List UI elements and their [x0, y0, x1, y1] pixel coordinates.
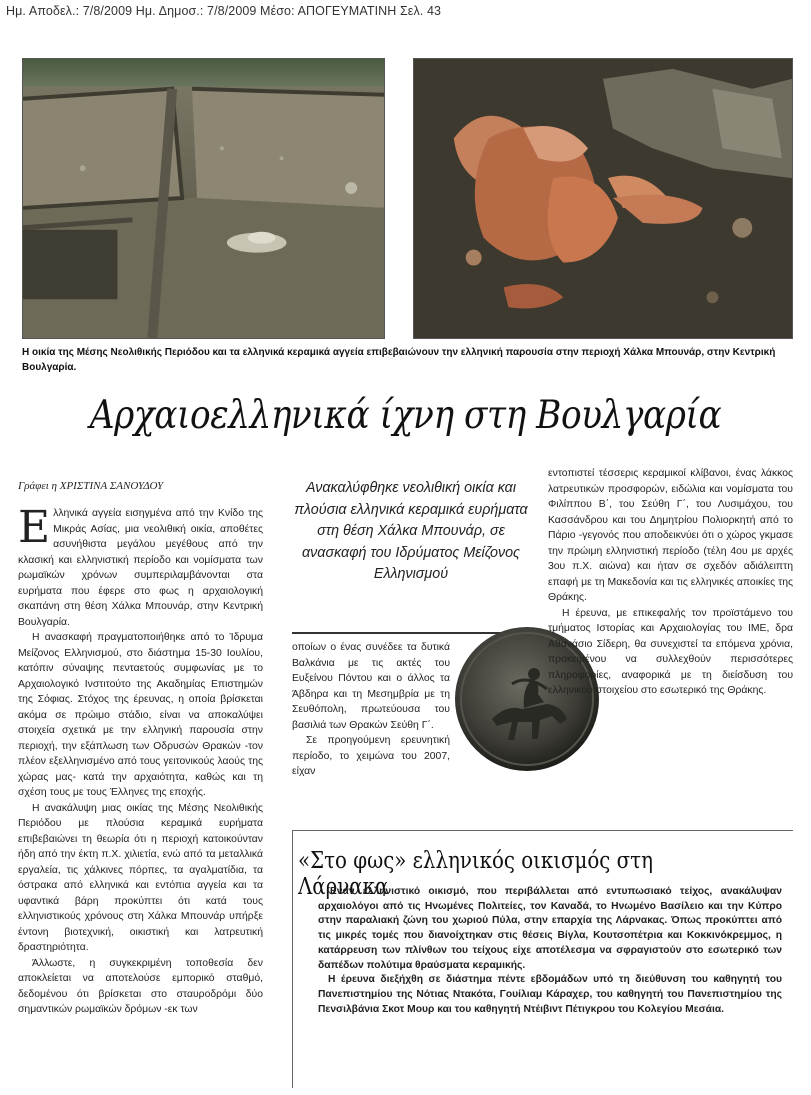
excavation-photo-image	[23, 59, 384, 338]
sidebar-headline: «Στο φως» ελληνικός οικισμός στη Λάρνακα	[298, 848, 653, 900]
middle-column	[292, 640, 450, 780]
paragraph: Σε προηγούμενη ερευνητική περίοδο, το χειμώνα του 2007, είχαν	[292, 735, 450, 777]
pottery-photo	[413, 58, 793, 339]
sidebar-box-top-border	[292, 830, 793, 831]
paragraph: Η έρευνα, με επικεφαλής τον προϊστάμενο του τμήματος Ιστορίας και Αρχαιολογίας του ΙΜΕ, δρα Αθανάσιο Σίδερη, θα συνεχιστεί τα επόμενα χρόνια, προκειμένου να συλλεχθούν περισσότερες πληροφορίες, αναφορικά με τη διείσδυση του ελληνικού στοιχείου στο εσωτερικό της Θράκης.	[548, 607, 793, 696]
clipping-meta-header: Ημ. Αποδελ.: 7/8/2009 Ημ. Δημοσ.: 7/8/2009 Μέσο: ΑΠΟΓΕΥΜΑΤΙΝΗ Σελ. 43	[6, 4, 442, 18]
sidebar-body	[318, 885, 782, 1017]
paragraph: Η έρευνα διεξήχθη σε διάστημα πέντε εβδομάδων υπό τη διεύθυνση του καθηγητή του Πανεπιστημίου της Νότιας Ντακότα, Γουίλιαμ Κάραχερ, του καθηγητή του Πανεπιστημίου της Πενσιλβάνια Σκοτ Μουρ και του καθηγητή Ντέιβιντ Πέτιγκρου του Κολεγίου Μεσάια.	[318, 974, 782, 1015]
drop-cap: Ε	[18, 502, 51, 553]
pottery-photo-image	[414, 59, 792, 338]
left-column	[18, 502, 263, 1018]
paragraph: εντοπιστεί τέσσερις κεραμικοί κλίβανοι, ένας λάκκος λατρευτικών προσφορών, ειδώλια και νομίσματα του Φιλίππου Β΄, του Σεύθη Γ΄, του Λυσιμάχου, του Κασσάνδρου και του Δημητρίου Πολιορκητή από το Πάριο -γεγονός που αποδεικνύει ότι ο χώρος γκμασε την πρώιμη ελληνιστική περίοδο (τέλη 4ου με αρχές 3ου π.Χ. αιώνα) και ήταν σε σχεδόν αδιάλειπτη επαφή με τη Μακεδονία και τις ελληνικές αποικίες της Θράκης.	[548, 468, 793, 603]
article-headline: Αρχαιοελληνικά ίχνη στη Βουλγαρία	[89, 393, 722, 438]
photo-caption: Η οικία της Μέσης Νεολιθικής Περιόδου και τα ελληνικά κεραμικά αγγεία επιβεβαιώνουν την ελληνική παρουσία στην περιοχή Χάλκα Μπουνάρ, στην Κεντρική Βουλγαρία.	[22, 347, 776, 373]
pull-quote: Ανακαλύφθηκε νεολιθική οικία και πλούσια ελληνικά κεραμικά ευρήματα στη θέση Χάλκα Μπουνάρ, σε ανασκαφή του Ιδρύματος Μείζονος Ελληνισμού	[294, 480, 528, 582]
excavation-photo	[22, 58, 385, 339]
right-column	[548, 466, 793, 699]
paragraph: Έναν ελληνιστικό οικισμό, που περιβάλλεται από εντυπωσιακό τείχος, ανακάλυψαν αρχαιολόγοι από τις Ηνωμένες Πολιτείες, τον Καναδά, το Ηνωμένο Βασίλειο και την Κύπρο στην παραλιακή ζώνη του χωριού Πύλα, στην επαρχία της Λάρνακας. Όπως προκύπτει από τις μικρές τομές που διανοίχτηκαν στις θέσεις Βίγλα, Κουτσοπέτρια και Κοκκινόκρεμμος, η κατάρρευση των πλίνθων του τείχους είχε αποτέλεσμα να σφραγιστούν στο εσωτερικό των δαπέδων πολύτιμα θραύσματα κεραμικής.	[318, 886, 782, 971]
byline: Γράφει η ΧΡΙΣΤΙΝΑ ΣΑΝΟΥΔΟΥ	[18, 480, 164, 492]
lead-paragraph-text: λληνικά αγγεία εισηγμένα από την Κνίδο της Μικράς Ασίας, μια νεολιθική οικία, αποθέτες ασυνήθιστα μεγάλου μεγέθους από την κλασική και ελληνιστική περίοδο και νομίσματα των ρωμαϊκών χρόνων συμπεριλαμβάνονται στα ευρήματα που έφερε στο φως η αρχαιολογική σκαπάνη στη θέση Χάλκα Μπουνάρ, στην Κεντρική Βουλγαρία.	[18, 508, 263, 628]
lead-paragraph	[18, 502, 263, 630]
paragraph: οποίων ο ένας συνέδεε τα δυτικά Βαλκάνια με τις ακτές του Ευξείνου Πόντου και ο άλλος τα Άβδηρα και τη Μεσημβρία με τη Σευθόπολη, πρωτεύουσα του βασιλιά των Θρακών Σεύθη Γ΄.	[292, 642, 450, 731]
paragraph: Άλλωστε, η συγκεκριμένη τοποθεσία δεν αποκλείεται να αποτελούσε εμπορικό σταθμό, δεδομένου ότι βρίσκεται στο σταυροδρόμι δύο σημαντικών ρωμαϊκών δρόμων -εκ των	[18, 957, 263, 1015]
paragraph: Η ανακάλυψη μιας οικίας της Μέσης Νεολιθικής Περιόδου με πλούσια κεραμικά ευρήματα επιβεβαιώνει τη θεωρία ότι η περιοχή κατοικούνταν ήδη από την έκτη π.Χ. χιλιετία, ενώ από τα μεταλλικά εργαλεία, τις χάλκινες πόρπες, τα αγαλματίδια, τα όστρακα από ελληνικά και εντόπια αγγεία και τα υφαντικά βάρη προκύπτει ότι κατά τους ελληνιστικούς χρόνους στη Χάλκα Μπουνάρ υπήρξε έντονη βιοτεχνική, οικιστική και λατρευτική δραστηριότητα.	[18, 802, 263, 953]
paragraph: Η ανασκαφή πραγματοποιήθηκε από το Ίδρυμα Μείζονος Ελληνισμού, στο διάστημα 15-30 Ιουλίου, κατόπιν σύναψης πενταετούς συμφωνίας με το Αρχαιολογικό Ινστιτούτο της Ακαδημίας Επιστημών της Σόφιας. Στόχος της έρευνας, η οποία βρίσκεται ακόμα σε πρώιμο στάδιο, είναι να αποκαλύψει στοιχεία σχετικά με την ελληνική παρουσία στην περιοχή, την εξάπλωση των Οδρυσών Θρακών -τον πλέον εξελληνισμένο από τους γειτονικούς λαούς της χώρας μας- κατά την αρχαιότητα, καθώς και τη σχέση τους με τους Έλληνες της εποχής.	[18, 632, 263, 798]
sidebar-box-left-border	[292, 830, 293, 1088]
